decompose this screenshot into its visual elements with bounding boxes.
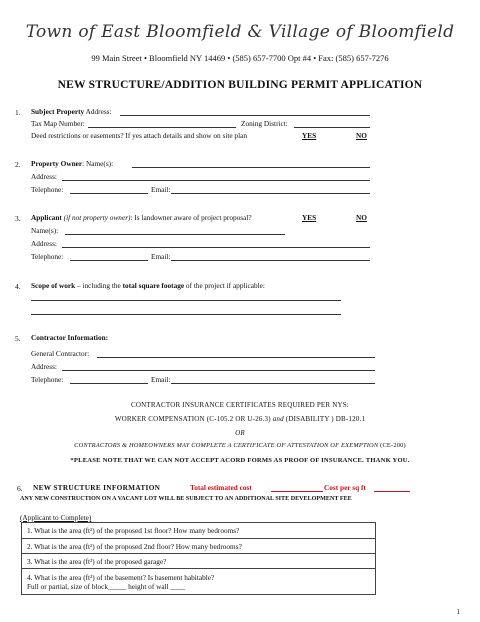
row-4-question: 4. What is the area (ft²) of the basement? Is basement habitable?: [27, 572, 215, 582]
structure-info-table: [21, 522, 376, 595]
exemption-text: CONTRACTORS & HOMEOWNERS MAY COMPLETE A CERTIFICATE OF ATTESTATION OF EXEMPTION: [74, 442, 379, 449]
scope-bold: total square footage: [122, 281, 185, 290]
section-3-number: 3.: [15, 214, 21, 223]
scope-line-1[interactable]: [31, 300, 341, 301]
scope-pre: – including the: [75, 281, 123, 290]
section-1-number: 1.: [15, 108, 21, 117]
applicant-qualifier: (if not property owner): [63, 213, 131, 222]
aware-no-option[interactable]: NO: [356, 213, 367, 222]
contractor-telephone-label: Telephone:: [31, 375, 64, 384]
section-6-number: 6.: [17, 484, 23, 493]
owner-email-label: Email:: [151, 185, 171, 194]
general-contractor-label: General Contractor:: [31, 349, 90, 358]
table-row[interactable]: [22, 523, 375, 538]
insurance-or: OR: [235, 429, 245, 437]
office-address: 99 Main Street • Bloomfield NY 14469 • (585) 657-7700 Opt #4 • Fax: (585) 657-7276: [91, 53, 389, 63]
section-4-number: 4.: [15, 282, 21, 291]
acord-notice: *PLEASE NOTE THAT WE CAN NOT ACCEPT ACORD FORMS AS PROOF OF INSURANCE. THANK YOU.: [70, 457, 410, 464]
owner-telephone-field[interactable]: [70, 193, 148, 194]
applicant-telephone-field[interactable]: [70, 260, 148, 261]
owner-address-label: Address:: [31, 172, 57, 181]
applicant-email-field[interactable]: [171, 260, 370, 261]
row-4-block-details: Full or partial, size of block_____ height of wall ____: [27, 581, 186, 591]
exemption-form: (CE-200): [380, 442, 406, 449]
applicant-address-label: Address:: [31, 239, 57, 248]
row-2-question: 2. What is the area (ft²) of the proposed 2nd floor? How many bedrooms?: [27, 541, 242, 551]
insurance-forms: [0, 415, 480, 423]
contractor-email-label: Email:: [151, 375, 171, 384]
section-1-heading: [31, 107, 112, 116]
contractor-address-label: Address:: [31, 362, 57, 371]
municipality-title: Town of East Bloomfield & Village of Bloomfield: [25, 22, 455, 42]
cost-per-sqft-label: Cost per sq ft: [324, 483, 366, 492]
general-contractor-field[interactable]: [97, 357, 375, 358]
owner-address-field[interactable]: [62, 180, 370, 181]
table-row[interactable]: [22, 538, 375, 553]
scope-post: of the project if applicable:: [184, 281, 265, 290]
contractor-telephone-field[interactable]: [70, 383, 148, 384]
exemption-note: [0, 442, 480, 449]
contractor-address-field[interactable]: [62, 370, 375, 371]
subject-address-label: Address:: [85, 107, 112, 116]
new-structure-heading: NEW STRUCTURE INFORMATION: [33, 483, 161, 492]
table-row[interactable]: [22, 553, 375, 568]
applicant-address-field[interactable]: [62, 247, 370, 248]
row-3-question: 3. What is the area (ft²) of the proposed garage?: [27, 556, 167, 566]
scope-line-2[interactable]: [31, 314, 341, 315]
workers-comp: WORKER COMPENSATION (C-105.2 OR U-26.3): [114, 415, 271, 423]
scope-of-work-heading: [31, 281, 265, 290]
zoning-district-field[interactable]: [294, 127, 370, 128]
table-row[interactable]: [22, 568, 375, 594]
owner-names-field[interactable]: [132, 167, 370, 168]
total-cost-label: Total estimated cost: [190, 483, 252, 492]
owner-email-field[interactable]: [171, 193, 370, 194]
cost-per-sqft-field[interactable]: [374, 491, 410, 492]
applicant-names-field[interactable]: [65, 234, 285, 235]
deed-yes-option[interactable]: YES: [302, 131, 317, 140]
section-2-number: 2.: [15, 160, 21, 169]
section-3-heading: [31, 213, 252, 222]
owner-names-label: : Name(s):: [82, 159, 114, 168]
tax-map-field[interactable]: [88, 127, 236, 128]
owner-telephone-label: Telephone:: [31, 185, 64, 194]
section-2-heading: [31, 159, 113, 168]
contractor-heading: Contractor Information:: [31, 333, 109, 342]
row-1-question: 1. What is the area (ft²) of the proposed 1st floor? How many bedrooms?: [27, 526, 240, 535]
deed-no-option[interactable]: NO: [356, 131, 367, 140]
scope-label: Scope of work: [31, 281, 76, 290]
deed-restrictions-question: Deed restrictions or easements? If yes attach details and show on site plan: [31, 131, 247, 140]
tax-map-label: Tax Map Number:: [31, 119, 85, 128]
insurance-and: and: [272, 415, 284, 423]
disability: (DISABILITY ) DB-120.1: [285, 415, 366, 423]
applicant-to-complete-heading: (Applicant to Complete): [20, 513, 92, 522]
section-5-number: 5.: [15, 334, 21, 343]
applicant-names-label: Name(s):: [31, 226, 59, 235]
applicant-label: Applicant: [31, 213, 62, 222]
contractor-email-field[interactable]: [171, 383, 375, 384]
page-number: 1: [456, 608, 460, 616]
zoning-district-label: Zoning District:: [241, 119, 288, 128]
total-cost-field[interactable]: [271, 491, 323, 492]
subject-property-label: Subject Property: [31, 107, 85, 116]
landowner-aware-question: : Is landowner aware of project proposal?: [130, 213, 252, 222]
page-title: NEW STRUCTURE/ADDITION BUILDING PERMIT APPLICATION: [57, 79, 423, 91]
aware-yes-option[interactable]: YES: [302, 213, 317, 222]
applicant-email-label: Email:: [151, 252, 171, 261]
site-fee-notice: ANY NEW CONSTRUCTION ON A VACANT LOT WILL BE SUBJECT TO AN ADDITIONAL SITE DEVELOPMENT FEE: [20, 496, 352, 502]
property-owner-label: Property Owner: [31, 159, 83, 168]
insurance-requirement: CONTRACTOR INSURANCE CERTIFICATES REQUIRED PER NYS:: [131, 401, 349, 409]
subject-address-field[interactable]: [120, 115, 370, 116]
applicant-telephone-label: Telephone:: [31, 252, 64, 261]
